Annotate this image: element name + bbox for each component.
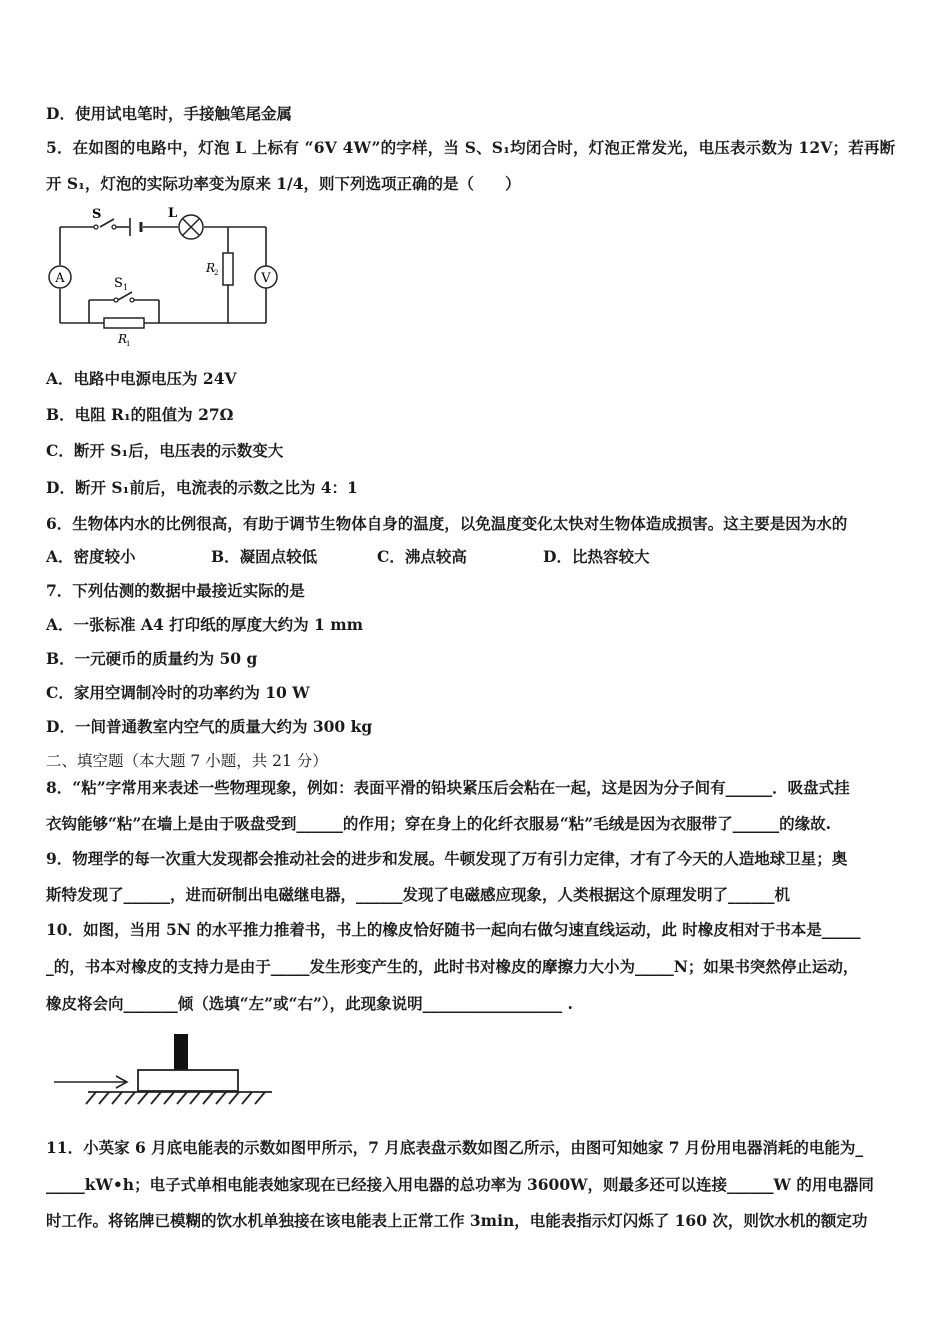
svg-text:1: 1	[126, 340, 131, 348]
q7-option-d: D．一间普通教室内空气的质量大约为 300 kg	[46, 717, 373, 736]
push-arrow	[54, 1076, 127, 1088]
voltmeter	[255, 266, 277, 288]
svg-text:R: R	[118, 332, 128, 346]
q11-line1: 11．小英家 6 月底电能表的示数如图甲所示，7 月底表盘示数如图乙所示，由图可知她家 7 月份用电器消耗的电能为_	[46, 1138, 864, 1157]
q6-stem: 6．生物体内水的比例很高，有助于调节生物体自身的温度，以免温度变化太快对生物体造成损害。这主要是因为水的	[46, 514, 848, 533]
q5-option-c: C．断开 S₁后，电压表的示数变大	[46, 441, 284, 460]
section-2-title: 二、填空题（本大题 7 小题，共 21 分）	[46, 752, 328, 770]
q11-line2: _____kW•h；电子式单相电能表她家现在已经接入用电器的总功率为 3600W，则最多还可以连接______W 的用电器同	[46, 1175, 874, 1194]
svg-text:2: 2	[214, 269, 219, 277]
q6-option-c: C．沸点较高	[377, 547, 467, 566]
ground-surface	[86, 1092, 272, 1104]
q7-option-c: C．家用空调制冷时的功率约为 10 W	[46, 683, 310, 702]
lamp-l	[179, 215, 203, 239]
q6-options	[46, 547, 649, 567]
switch-s1	[114, 298, 134, 302]
switch-s	[94, 225, 116, 229]
q7-option-b: B．一元硬币的质量约为 50 g	[46, 649, 258, 668]
book	[138, 1070, 238, 1091]
label-s: S	[92, 207, 102, 222]
q8-line1: 8．“粘”字常用来表述一些物理现象，例如：表面平滑的铅块紧压后会粘在一起，这是因为分子间有______．吸盘式挂	[46, 778, 850, 797]
q6-option-d: D．比热容较大	[543, 547, 650, 566]
resistor-r2	[223, 253, 233, 285]
q10-line2: _的，书本对橡皮的支持力是由于_____发生形变产生的，此时书对橡皮的摩擦力大小为_____N；如果书突然停止运动，	[46, 957, 859, 976]
q11-line3: 时工作。将铭牌已模糊的饮水机单独接在该电能表上正常工作 3min，电能表指示灯闪烁了 160 次，则饮水机的额定功	[46, 1211, 868, 1230]
label-l: L	[168, 206, 178, 221]
q6-option-b: B．凝固点较低	[211, 547, 318, 566]
ammeter	[49, 266, 71, 288]
label-r2	[205, 261, 218, 277]
svg-text:A: A	[55, 271, 65, 286]
q5-circuit-diagram	[44, 205, 284, 350]
label-r1	[117, 332, 130, 348]
q8-line2: 衣钩能够“粘”在墙上是由于吸盘受到______的作用；穿在身上的化纤衣服易“粘”毛绒是因为衣服带了______的缘故.	[46, 814, 832, 833]
q6-option-a: A．密度较小	[46, 547, 136, 566]
q5-option-a: A．电路中电源电压为 24V	[46, 369, 237, 388]
q5-stem-line1: 5．在如图的电路中，灯泡 L 上标有 “6V 4W”的字样，当 S、S₁均闭合时，灯泡正常发光，电压表示数为 12V；若再断	[46, 138, 896, 157]
q7-stem: 7．下列估测的数据中最接近实际的是	[46, 581, 305, 600]
svg-text:1: 1	[123, 283, 129, 292]
q5-stem-line2: 开 S₁，灯泡的实际功率变为原来 1/4，则下列选项正确的是（ ）	[46, 174, 521, 193]
svg-text:R: R	[206, 261, 216, 275]
svg-text:V: V	[261, 271, 271, 286]
q5-option-d: D．断开 S₁前后，电流表的示数之比为 4：1	[46, 478, 358, 497]
q9-line2: 斯特发现了______，进而研制出电磁继电器，______发现了电磁感应现象，人类根据这个原理发明了______机	[46, 885, 791, 904]
svg-text:S: S	[114, 276, 123, 291]
q10-line1: 10．如图，当用 5N 的水平推力推着书，书上的橡皮恰好随书一起向右做匀速直线运动，此 时橡皮相对于书本是_____	[46, 920, 861, 939]
resistor-r1	[104, 318, 144, 328]
eraser	[174, 1034, 188, 1070]
label-s1	[114, 276, 128, 292]
q10-book-eraser-diagram	[50, 1030, 280, 1115]
battery-symbol	[130, 218, 141, 236]
q9-line1: 9．物理学的每一次重大发现都会推动社会的进步和发展。牛顿发现了万有引力定律，才有了今天的人造地球卫星；奥	[46, 849, 848, 868]
q4-option-d: D．使用试电笔时，手接触笔尾金属	[46, 104, 292, 123]
q7-option-a: A．一张标准 A4 打印纸的厚度大约为 1 mm	[46, 615, 364, 634]
q10-line3: 橡皮将会向_______倾（选填“左”或“右”），此现象说明__________________ .	[46, 994, 573, 1013]
q5-option-b: B．电阻 R₁的阻值为 27Ω	[46, 405, 234, 424]
